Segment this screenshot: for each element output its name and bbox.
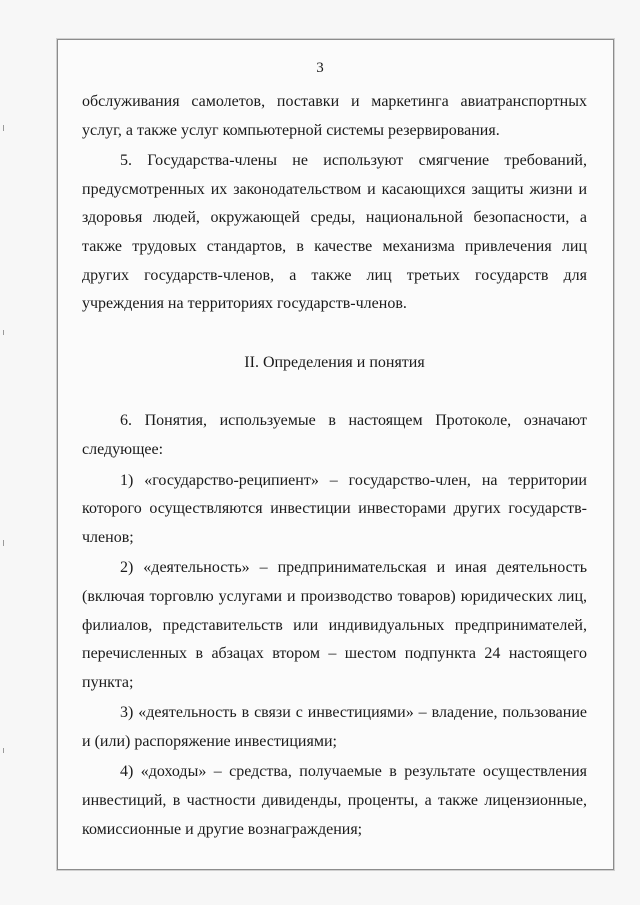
paragraph-continuation: обслуживания самолетов, поставки и маркетинга авиатранспортных услуг, а также услуг компьютерной системы резервирования.	[82, 93, 587, 139]
document-body	[82, 88, 587, 844]
page-number: 3	[316, 60, 324, 76]
scan-artifact	[3, 540, 4, 546]
paragraph-item-6: 6. Понятия, используемые в настоящем Протоколе, означают следующее:	[82, 412, 587, 458]
definition-recipient-state: 1) «государство-реципиент» – государство-член, на территории которого осуществляются инвестиции инвесторами других государств-членов;	[82, 471, 587, 546]
definition-activity: 2) «деятельность» – предпринимательская и иная деятельность (включая торговлю услугами и производство товаров) юридических лиц, филиалов, представительств или индивидуальных предпринимателей, перечисленных в абзацах втором – шестом подпункта 24 настоящего пункта;	[82, 559, 587, 691]
section-heading: II. Определения и понятия	[244, 353, 425, 371]
scan-artifact	[3, 748, 4, 753]
scan-artifact	[3, 330, 4, 335]
definition-income: 4) «доходы» – средства, получаемые в результате осуществления инвестиций, в частности дивиденды, проценты, а также лицензионные, комиссионные и другие вознаграждения;	[82, 763, 587, 838]
scan-artifact	[3, 125, 4, 131]
definition-investment-activity: 3) «деятельность в связи с инвестициями» – владение, пользование и (или) распоряжение инвестициями;	[82, 704, 587, 750]
paragraph-item-5: 5. Государства-члены не используют смягчение требований, предусмотренных их законодательством и касающихся защиты жизни и здоровья людей, окружающей среды, национальной безопасности, а также трудовых стандартов, в качестве механизма привлечения лиц других государств-членов, а также лиц третьих государств для учреждения на территориях государств-членов.	[82, 152, 587, 313]
